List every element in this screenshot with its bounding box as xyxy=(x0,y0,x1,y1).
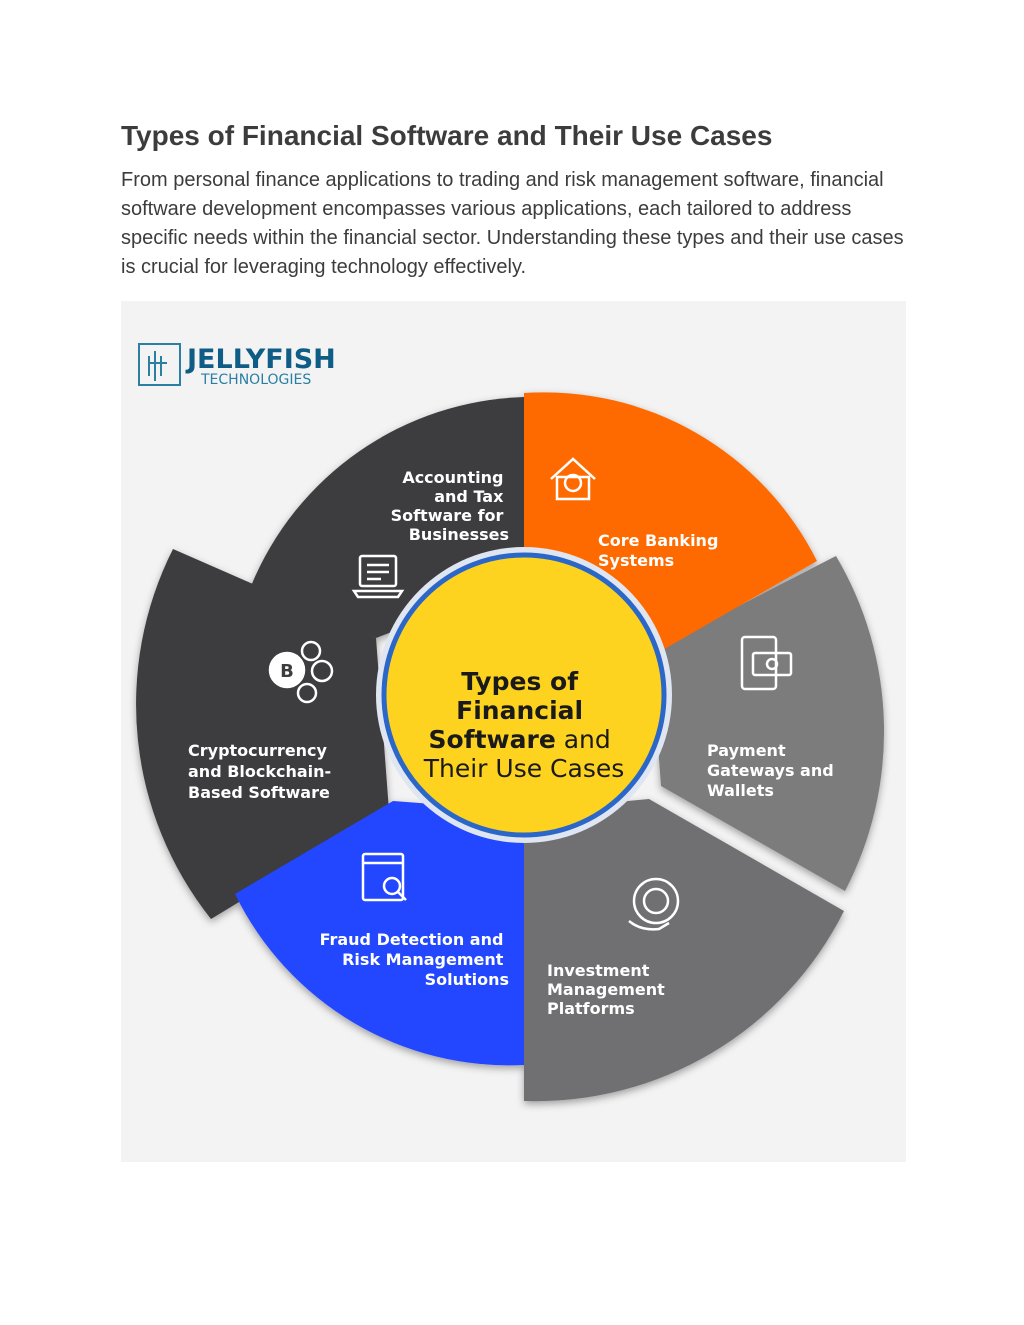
svg-text:B: B xyxy=(280,661,294,682)
center-line-4: Their Use Cases xyxy=(423,754,625,783)
center-line-2: Financial xyxy=(456,696,584,725)
label-fraud: Fraud Detection and Risk Management Solutions xyxy=(319,930,509,989)
label-crypto: Cryptocurrency and Blockchain- Based Software xyxy=(188,741,332,802)
label-accounting: Accounting and Tax Software for Businesses xyxy=(390,468,509,544)
center-line-3b: and xyxy=(555,725,611,754)
center-line-1: Types of xyxy=(461,667,579,696)
label-investment: Investment Management Platforms xyxy=(547,961,665,1018)
logo-sub: TECHNOLOGIES xyxy=(201,372,312,388)
label-payment: Payment Gateways and Wallets xyxy=(707,741,834,800)
infographic-svg xyxy=(121,301,906,1162)
logo-brand: JELLYFISH xyxy=(187,344,336,375)
jellyfish-logo xyxy=(139,344,336,388)
page-title: Types of Financial Software and Their Use Cases xyxy=(121,120,773,151)
label-core-banking: Core Banking Systems xyxy=(598,531,719,570)
intro-paragraph: From personal finance applications to trading and risk management software, financial software development encompasses various applications, each tailored to address specific needs within the financial sector. Understanding these types and their use cases is crucial for leveraging technology effectively. xyxy=(121,169,904,278)
infographic-image xyxy=(121,301,906,1162)
center-line-3a: Software xyxy=(428,725,556,754)
